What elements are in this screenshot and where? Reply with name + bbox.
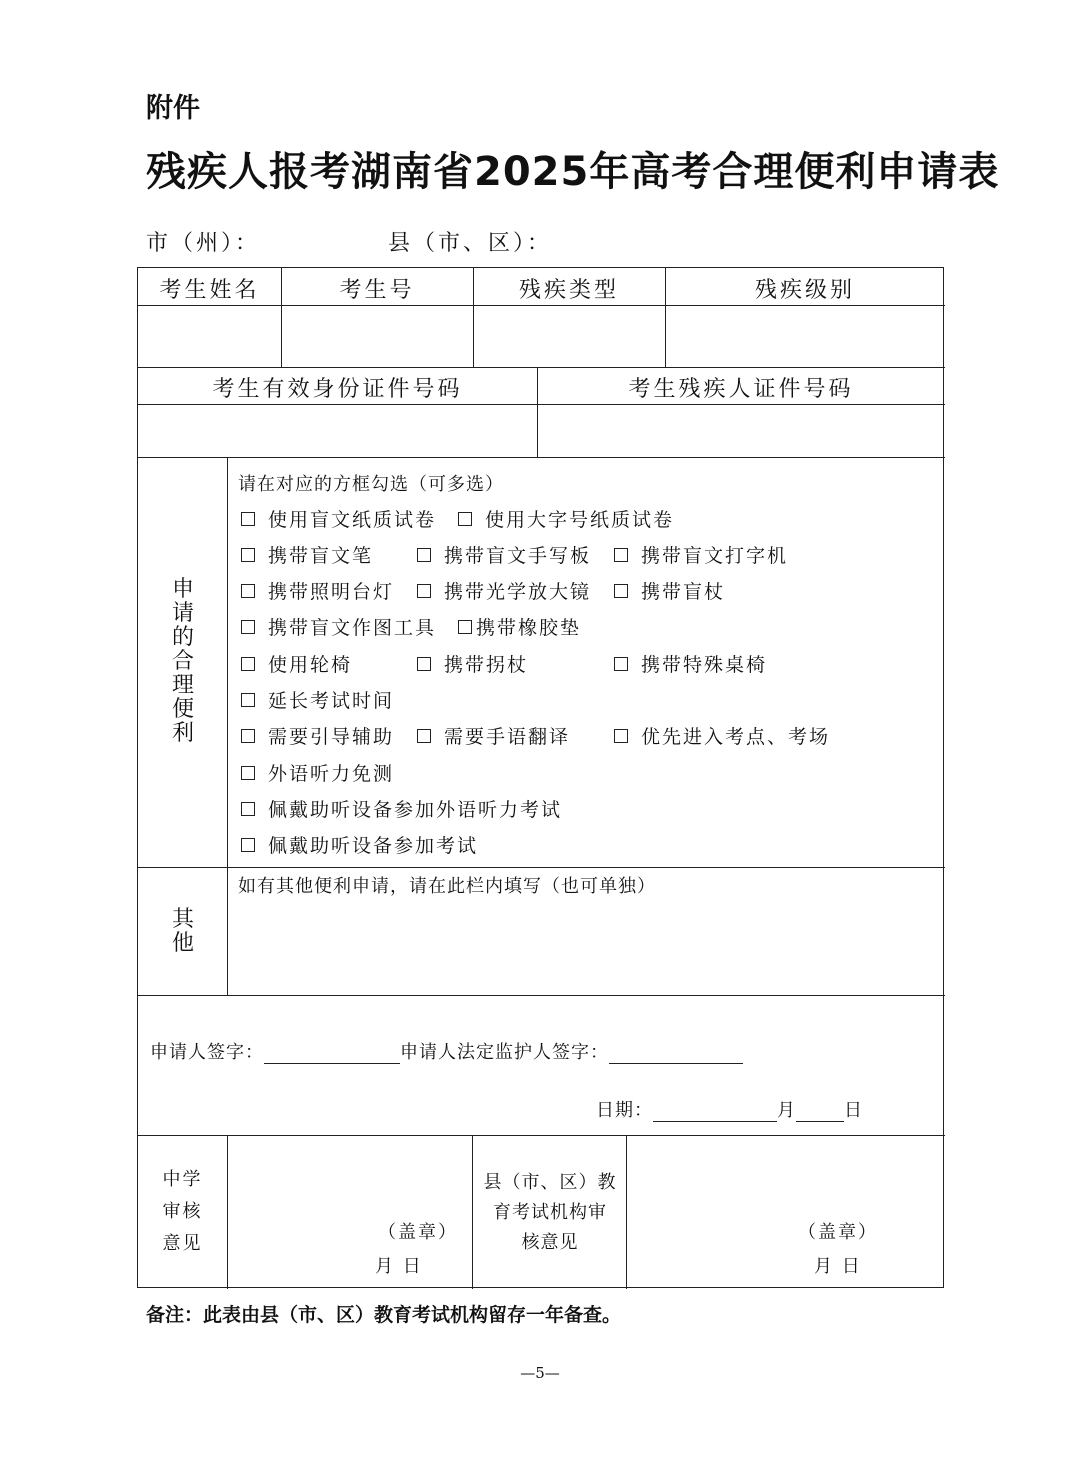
school-review-area[interactable] bbox=[229, 1137, 471, 1287]
school-seal-label: （盖章） bbox=[378, 1222, 458, 1243]
checkbox[interactable] bbox=[417, 584, 431, 598]
checkbox[interactable] bbox=[614, 584, 628, 598]
header-exam-number: 考生号 bbox=[339, 278, 415, 303]
bureau-seal-label: （盖章） bbox=[798, 1222, 878, 1243]
date-month-blank[interactable] bbox=[796, 1102, 844, 1122]
checkbox[interactable] bbox=[614, 548, 628, 562]
date-row bbox=[596, 1096, 863, 1122]
checkbox[interactable] bbox=[417, 657, 431, 671]
application-form-table bbox=[137, 267, 944, 1288]
applicant-signature-line[interactable] bbox=[264, 1044, 400, 1064]
applicant-signature-label: 申请人签字： bbox=[150, 1042, 264, 1063]
checkbox[interactable] bbox=[241, 620, 255, 634]
bureau-review-label: 县（市、区）教 育考试机构审 核意见 bbox=[483, 1172, 617, 1253]
option-optical-magnifier[interactable]: 携带光学放大镜 bbox=[417, 577, 591, 604]
other-input-area[interactable] bbox=[229, 900, 943, 994]
checkbox[interactable] bbox=[241, 584, 255, 598]
checkbox[interactable] bbox=[241, 766, 255, 780]
exam-number-input-cell[interactable] bbox=[282, 306, 472, 366]
school-month-day: 月 日 bbox=[375, 1256, 423, 1277]
option-wheelchair[interactable]: 使用轮椅 bbox=[241, 650, 352, 677]
option-braille-drawing-tools[interactable]: 携带盲文作图工具 bbox=[241, 613, 436, 640]
checkbox[interactable] bbox=[241, 693, 255, 707]
guardian-signature-label: 申请人法定监护人签字： bbox=[400, 1042, 609, 1063]
page-number: —5— bbox=[520, 1364, 560, 1382]
checkbox[interactable] bbox=[614, 729, 628, 743]
signature-row bbox=[150, 1038, 743, 1064]
bureau-review-area[interactable] bbox=[628, 1137, 943, 1287]
school-review-label: 中学 审核 意见 bbox=[162, 1169, 203, 1254]
checkbox[interactable] bbox=[417, 548, 431, 562]
date-day-label: 日 bbox=[844, 1100, 863, 1121]
county-label: 县（市、区）： bbox=[388, 231, 553, 256]
bureau-month-day: 月 日 bbox=[814, 1256, 862, 1277]
option-braille-paper[interactable]: 使用盲文纸质试卷 bbox=[241, 505, 436, 532]
checkbox[interactable] bbox=[241, 729, 255, 743]
header-id-number: 考生有效身份证件号码 bbox=[212, 377, 463, 402]
checkbox[interactable] bbox=[458, 512, 472, 526]
header-name: 考生姓名 bbox=[159, 278, 260, 303]
date-year-blank[interactable] bbox=[653, 1102, 777, 1122]
form-title: 残疾人报考湖南省2025年高考合理便利申请表 bbox=[146, 149, 1000, 195]
option-braille-typewriter[interactable]: 携带盲文打字机 bbox=[614, 541, 788, 568]
guardian-signature-line[interactable] bbox=[609, 1044, 743, 1064]
checkbox[interactable] bbox=[241, 802, 255, 816]
checkbox[interactable] bbox=[241, 838, 255, 852]
checkbox[interactable] bbox=[417, 729, 431, 743]
checkbox[interactable] bbox=[241, 657, 255, 671]
city-label: 市（州）： bbox=[146, 231, 261, 256]
option-large-print-paper[interactable]: 使用大字号纸质试卷 bbox=[458, 505, 674, 532]
checkbox[interactable] bbox=[241, 548, 255, 562]
disability-cert-input-cell[interactable] bbox=[538, 405, 944, 456]
option-white-cane[interactable]: 携带盲杖 bbox=[614, 577, 725, 604]
checkbox[interactable] bbox=[458, 620, 472, 634]
header-disability-type: 残疾类型 bbox=[518, 278, 619, 303]
id-number-input-cell[interactable] bbox=[139, 405, 536, 456]
date-month-label: 月 bbox=[777, 1100, 796, 1121]
option-braille-slate[interactable]: 携带盲文手写板 bbox=[417, 541, 591, 568]
option-hearing-aid-listening[interactable]: 佩戴助听设备参加外语听力考试 bbox=[241, 795, 562, 822]
option-crutches[interactable]: 携带拐杖 bbox=[417, 650, 528, 677]
option-desk-lamp[interactable]: 携带照明台灯 bbox=[241, 577, 394, 604]
option-listening-exempt[interactable]: 外语听力免测 bbox=[241, 759, 394, 786]
other-instruction: 如有其他便利申请，请在此栏内填写（也可单独） bbox=[238, 876, 656, 897]
option-rubber-mat[interactable]: 携带橡胶垫 bbox=[458, 613, 581, 640]
option-sign-language[interactable]: 需要手语翻译 bbox=[417, 722, 570, 749]
option-priority-entry[interactable]: 优先进入考点、考场 bbox=[614, 722, 830, 749]
option-hearing-aid-exam[interactable]: 佩戴助听设备参加考试 bbox=[241, 831, 478, 858]
header-disability-level: 残疾级别 bbox=[754, 278, 855, 303]
header-disability-cert-number: 考生残疾人证件号码 bbox=[628, 377, 854, 402]
name-input-cell[interactable] bbox=[139, 306, 280, 366]
other-section-label: 其 他 bbox=[171, 907, 194, 956]
facilities-instruction: 请在对应的方框勾选（可多选） bbox=[238, 474, 504, 495]
option-guide-assistance[interactable]: 需要引导辅助 bbox=[241, 722, 394, 749]
option-special-desk-chair[interactable]: 携带特殊桌椅 bbox=[614, 650, 767, 677]
option-braille-pen[interactable]: 携带盲文笔 bbox=[241, 541, 373, 568]
checkbox[interactable] bbox=[241, 512, 255, 526]
footer-note: 备注：此表由县（市、区）教育考试机构留存一年备查。 bbox=[146, 1304, 622, 1326]
facilities-section-label: 申 请 的 合 理 便 利 bbox=[171, 577, 194, 746]
date-label: 日期： bbox=[596, 1100, 653, 1121]
disability-level-input-cell[interactable] bbox=[666, 306, 944, 366]
disability-type-input-cell[interactable] bbox=[474, 306, 664, 366]
checkbox[interactable] bbox=[614, 657, 628, 671]
attachment-label: 附件 bbox=[146, 93, 200, 124]
option-extended-time[interactable]: 延长考试时间 bbox=[241, 686, 394, 713]
